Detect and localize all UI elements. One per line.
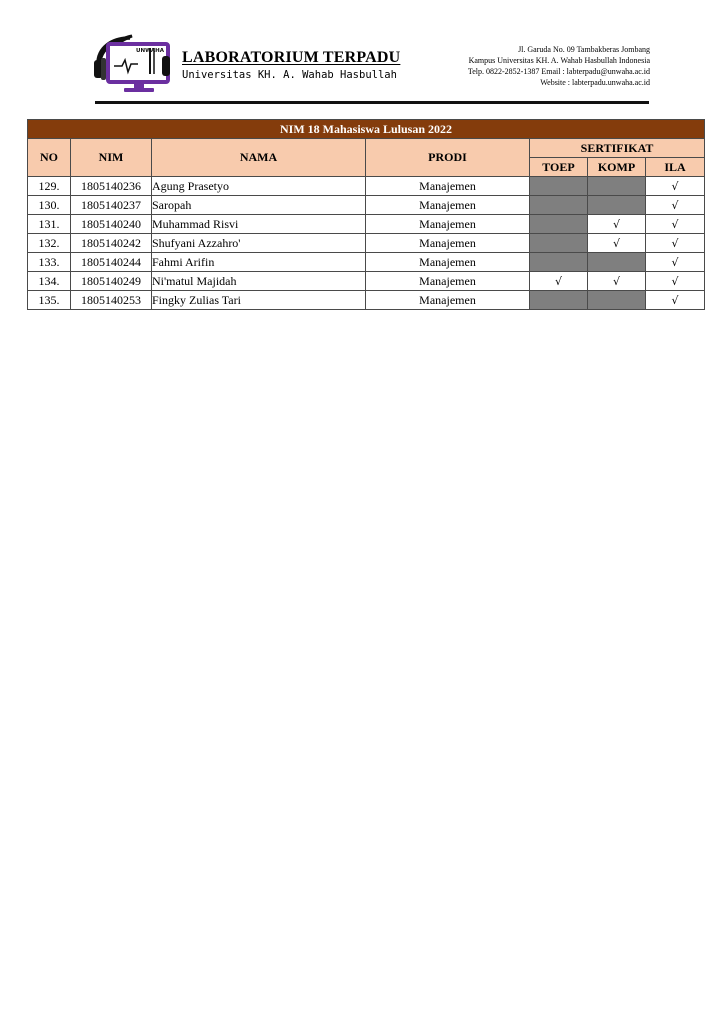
table-row	[28, 272, 705, 291]
cell-prodi: Manajemen	[366, 177, 530, 196]
table-row	[28, 196, 705, 215]
address-line: Website : labterpadu.unwaha.ac.id	[540, 78, 650, 87]
lab-address	[468, 44, 650, 88]
cell-nama: Fingky Zulias Tari	[152, 291, 366, 310]
column-header-ila: ILA	[646, 158, 705, 177]
cell-ila-check-icon: √	[646, 253, 705, 272]
cell-nim: 1805140237	[71, 196, 152, 215]
cell-ila-check-icon: √	[646, 234, 705, 253]
lab-title: LABORATORIUM TERPADU	[182, 49, 401, 66]
column-header-nama: NAMA	[152, 139, 366, 177]
cell-no: 132.	[28, 234, 71, 253]
table-title: NIM 18 Mahasiswa Lulusan 2022	[28, 120, 705, 139]
cell-ila-check-icon: √	[646, 272, 705, 291]
cell-prodi: Manajemen	[366, 196, 530, 215]
cell-ila-check-icon: √	[646, 291, 705, 310]
lab-subtitle: Universitas KH. A. Wahab Hasbullah	[182, 69, 397, 81]
cell-komp-empty	[588, 291, 646, 310]
cell-ila-check-icon: √	[646, 215, 705, 234]
cell-toep-empty	[530, 177, 588, 196]
address-line: Jl. Garuda No. 09 Tambakberas Jombang	[518, 45, 650, 54]
logo-wordmark: UNWAHA	[136, 48, 165, 54]
cell-nama: Saropah	[152, 196, 366, 215]
cell-nim: 1805140244	[71, 253, 152, 272]
table-row	[28, 215, 705, 234]
cell-nama: Ni'matul Majidah	[152, 272, 366, 291]
cell-toep-empty	[530, 253, 588, 272]
cell-no: 129.	[28, 177, 71, 196]
cell-toep-empty	[530, 196, 588, 215]
column-header-komp: KOMP	[588, 158, 646, 177]
cell-ila-check-icon: √	[646, 177, 705, 196]
cell-prodi: Manajemen	[366, 291, 530, 310]
cell-komp-check-icon: √	[588, 234, 646, 253]
cell-no: 133.	[28, 253, 71, 272]
letterhead	[92, 34, 650, 104]
table-row	[28, 253, 705, 272]
column-header-nim: NIM	[71, 139, 152, 177]
cell-komp-check-icon: √	[588, 215, 646, 234]
cell-komp-check-icon: √	[588, 272, 646, 291]
cell-no: 135.	[28, 291, 71, 310]
cell-no: 134.	[28, 272, 71, 291]
cell-prodi: Manajemen	[366, 215, 530, 234]
cell-toep-check-icon: √	[530, 272, 588, 291]
column-header-prodi: PRODI	[366, 139, 530, 177]
cell-prodi: Manajemen	[366, 272, 530, 291]
cell-nim: 1805140253	[71, 291, 152, 310]
header-divider	[95, 101, 649, 104]
address-line: Kampus Universitas KH. A. Wahab Hasbullah Indonesia	[468, 56, 650, 65]
cell-komp-empty	[588, 196, 646, 215]
table-row	[28, 177, 705, 196]
cell-nama: Agung Prasetyo	[152, 177, 366, 196]
cell-komp-empty	[588, 253, 646, 272]
headphones-monitor-logo-icon	[92, 34, 174, 96]
column-header-toep: TOEP	[530, 158, 588, 177]
cell-toep-empty	[530, 215, 588, 234]
cell-prodi: Manajemen	[366, 253, 530, 272]
table-row	[28, 234, 705, 253]
cell-toep-empty	[530, 234, 588, 253]
column-header-sertifikat: SERTIFIKAT	[530, 139, 705, 158]
table-row	[28, 291, 705, 310]
cell-nama: Shufyani Azzahro'	[152, 234, 366, 253]
cell-nim: 1805140249	[71, 272, 152, 291]
cell-ila-check-icon: √	[646, 196, 705, 215]
cell-nama: Muhammad Risvi	[152, 215, 366, 234]
cell-komp-empty	[588, 177, 646, 196]
cell-no: 130.	[28, 196, 71, 215]
cell-nim: 1805140242	[71, 234, 152, 253]
column-header-no: NO	[28, 139, 71, 177]
cell-nim: 1805140240	[71, 215, 152, 234]
cell-prodi: Manajemen	[366, 234, 530, 253]
graduate-certificate-table	[27, 119, 705, 310]
cell-nim: 1805140236	[71, 177, 152, 196]
cell-nama: Fahmi Arifin	[152, 253, 366, 272]
cell-toep-empty	[530, 291, 588, 310]
cell-no: 131.	[28, 215, 71, 234]
address-line: Telp. 0822-2852-1387 Email : labterpadu@unwaha.ac.id	[467, 67, 650, 76]
